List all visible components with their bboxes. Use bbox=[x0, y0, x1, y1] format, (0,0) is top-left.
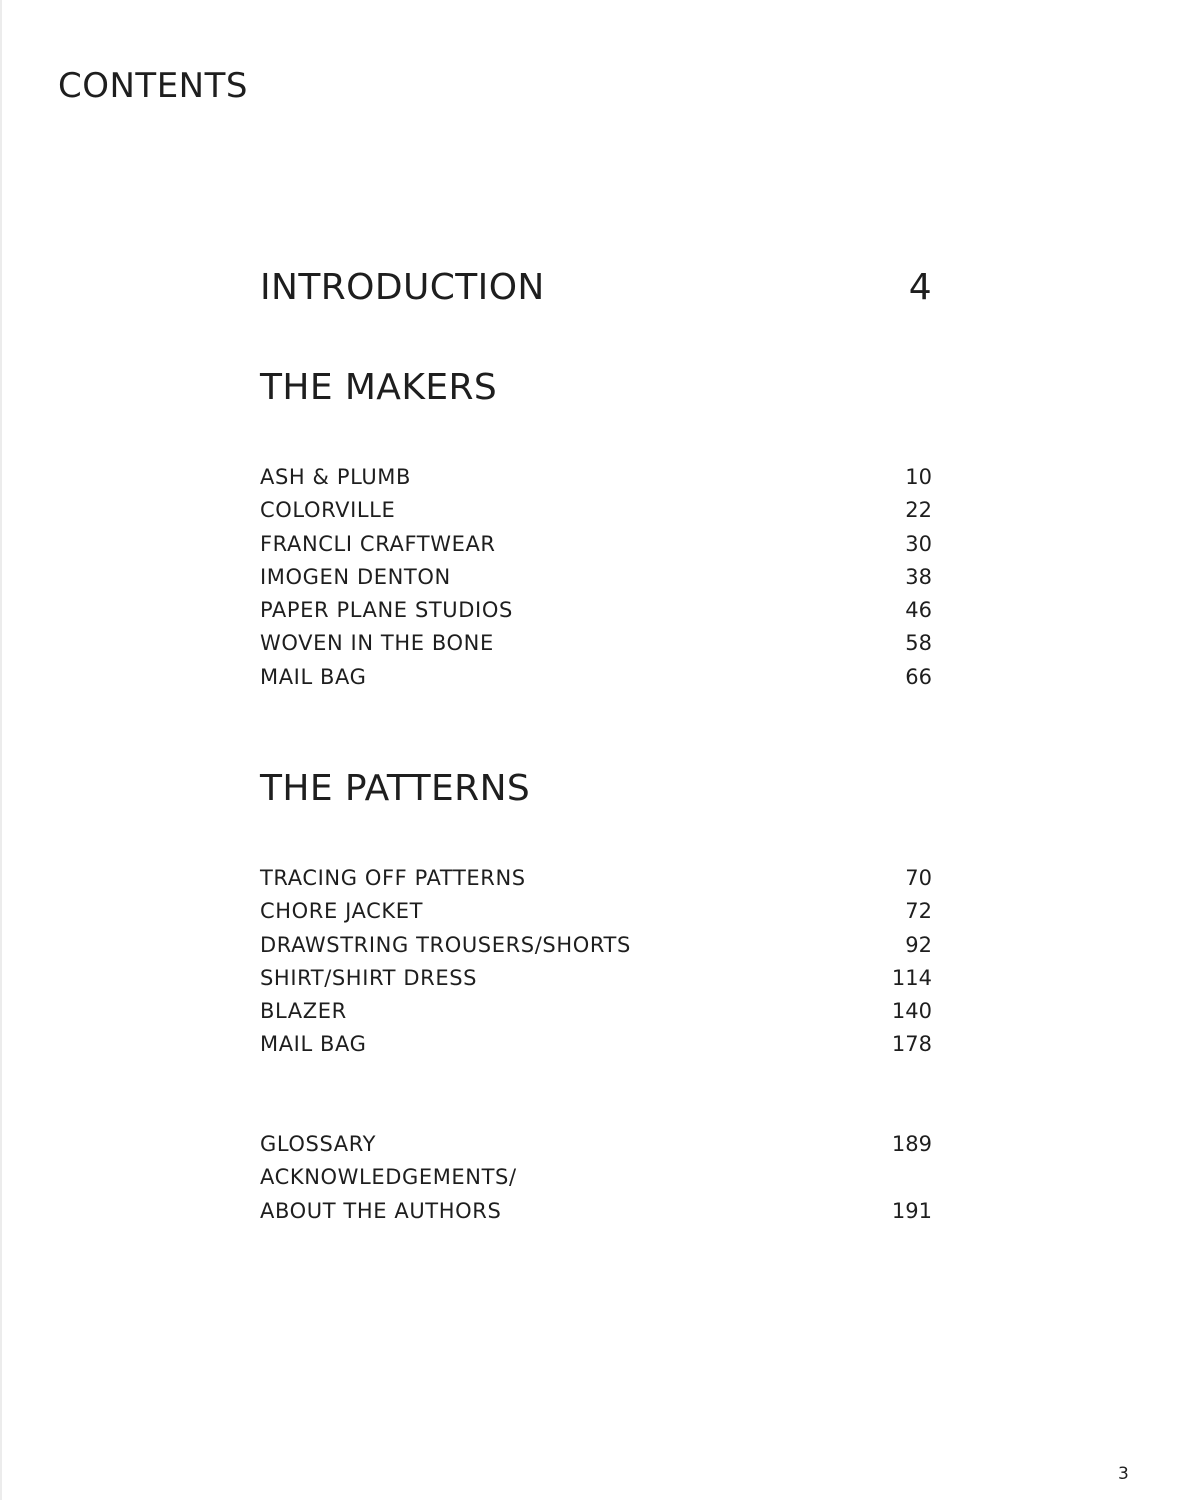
toc-page: 72 bbox=[905, 899, 932, 924]
section-title-makers bbox=[260, 366, 932, 410]
toc-title: WOVEN IN THE BONE bbox=[260, 631, 494, 656]
toc-row[interactable] bbox=[260, 594, 932, 627]
toc-page: 30 bbox=[905, 531, 932, 556]
toc-makers-list bbox=[260, 461, 932, 694]
toc-page: 189 bbox=[891, 1132, 932, 1156]
toc-page: 191 bbox=[891, 1198, 932, 1223]
toc-row[interactable] bbox=[260, 461, 932, 494]
toc-patterns-list bbox=[260, 862, 932, 1062]
page-number: 3 bbox=[1118, 1464, 1129, 1484]
toc-introduction bbox=[260, 266, 932, 310]
page-title: CONTENTS bbox=[58, 66, 248, 106]
toc-row[interactable] bbox=[260, 1128, 932, 1161]
toc-page: 58 bbox=[905, 631, 932, 656]
toc-page: 10 bbox=[905, 465, 932, 489]
toc-page: 38 bbox=[905, 564, 932, 589]
toc-page: 114 bbox=[891, 965, 932, 990]
section-title-patterns bbox=[260, 767, 932, 811]
section-heading: THE PATTERNS bbox=[260, 768, 531, 809]
toc-title: MAIL BAG bbox=[260, 664, 367, 689]
toc-row[interactable] bbox=[260, 995, 932, 1028]
toc-title: GLOSSARY bbox=[260, 1132, 377, 1156]
toc-title: PAPER PLANE STUDIOS bbox=[260, 598, 513, 623]
toc-row[interactable] bbox=[260, 962, 932, 995]
toc-row[interactable] bbox=[260, 895, 932, 928]
toc-row[interactable] bbox=[260, 1161, 932, 1194]
toc-title: COLORVILLE bbox=[260, 498, 396, 523]
toc-title: CHORE JACKET bbox=[260, 899, 424, 924]
toc-title: DRAWSTRING TROUSERS/SHORTS bbox=[260, 932, 631, 957]
toc-title: ABOUT THE AUTHORS bbox=[260, 1198, 502, 1223]
toc-page: 178 bbox=[891, 1032, 932, 1057]
toc-page: 22 bbox=[905, 498, 932, 523]
page-edge-line bbox=[0, 0, 2, 1500]
toc-row[interactable] bbox=[260, 627, 932, 660]
toc-title: ASH & PLUMB bbox=[260, 465, 412, 489]
toc-row[interactable] bbox=[260, 1028, 932, 1061]
toc-row[interactable] bbox=[260, 929, 932, 962]
toc-page: 46 bbox=[905, 598, 932, 623]
toc-title: IMOGEN DENTON bbox=[260, 564, 451, 589]
toc-page: 140 bbox=[891, 999, 932, 1024]
toc-title: MAIL BAG bbox=[260, 1032, 367, 1057]
toc-row[interactable] bbox=[260, 528, 932, 561]
toc-row[interactable] bbox=[260, 494, 932, 527]
toc-title: SHIRT/SHIRT DRESS bbox=[260, 965, 478, 990]
toc-title: INTRODUCTION bbox=[260, 267, 545, 308]
toc-page: 92 bbox=[905, 932, 932, 957]
toc-title: FRANCLI CRAFTWEAR bbox=[260, 531, 496, 556]
toc-row[interactable] bbox=[260, 561, 932, 594]
toc-row[interactable] bbox=[260, 661, 932, 694]
toc-row[interactable] bbox=[260, 1195, 932, 1228]
toc-page: 4 bbox=[908, 267, 932, 308]
toc-row[interactable] bbox=[260, 266, 932, 310]
toc-title: TRACING OFF PATTERNS bbox=[260, 866, 526, 890]
section-heading: THE MAKERS bbox=[260, 367, 498, 408]
toc-page: 66 bbox=[905, 664, 932, 689]
toc-page: 70 bbox=[905, 866, 932, 890]
toc-row[interactable] bbox=[260, 862, 932, 895]
toc-title: BLAZER bbox=[260, 999, 347, 1024]
toc-title: ACKNOWLEDGEMENTS/ bbox=[260, 1165, 517, 1190]
toc-back-matter-list bbox=[260, 1128, 932, 1228]
